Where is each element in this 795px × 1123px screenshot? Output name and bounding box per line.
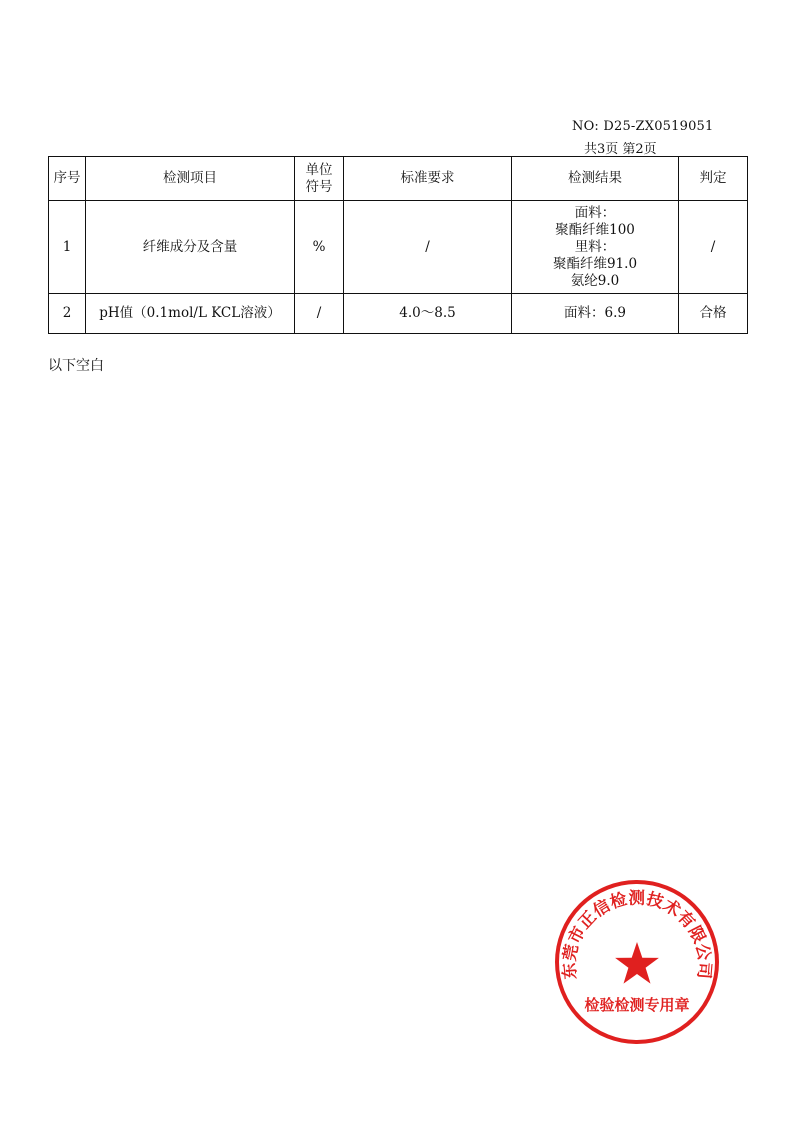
report-number: NO: D25-ZX0519051 <box>572 119 714 134</box>
column-header-index: 序号 <box>49 157 86 201</box>
column-header-verdict: 判定 <box>679 157 748 201</box>
row-standard: 4.0～8.5 <box>344 294 512 334</box>
result-line: 聚酯纤维100 <box>555 221 635 238</box>
seal-purpose-text: 检验检测专用章 <box>584 996 690 1014</box>
table-row <box>49 294 748 334</box>
blank-below-note: 以下空白 <box>48 358 104 374</box>
page-info: 共3页 第2页 <box>584 142 657 157</box>
row-verdict: / <box>679 201 748 294</box>
result-line: 聚酯纤维91.0 <box>552 255 638 272</box>
result-line: 氨纶9.0 <box>570 272 620 289</box>
row-index: 2 <box>49 294 86 334</box>
row-standard: / <box>344 201 512 294</box>
table-header-row <box>49 157 748 201</box>
row-item: 纤维成分及含量 <box>86 201 295 294</box>
unit-header-line1: 单位 <box>305 161 333 178</box>
row-unit: % <box>295 201 344 294</box>
result-line: 里料： <box>574 238 616 255</box>
row-unit: / <box>295 294 344 334</box>
seal-star-icon <box>615 942 659 984</box>
column-header-item: 检测项目 <box>86 157 295 201</box>
column-header-unit <box>295 157 344 201</box>
results-table <box>48 156 748 334</box>
company-seal <box>553 878 721 1046</box>
table-row <box>49 201 748 294</box>
row-result: 面料：6.9 <box>512 294 679 334</box>
row-item: pH值（0.1mol/L KCL溶液） <box>86 294 295 334</box>
row-result <box>512 201 679 294</box>
seal-company-text: 东莞市正信检测技术有限公司 <box>559 888 715 981</box>
unit-header-line2: 符号 <box>305 178 333 195</box>
row-verdict: 合格 <box>679 294 748 334</box>
column-header-result: 检测结果 <box>512 157 679 201</box>
result-line: 面料： <box>574 204 616 221</box>
column-header-standard: 标准要求 <box>344 157 512 201</box>
row-index: 1 <box>49 201 86 294</box>
